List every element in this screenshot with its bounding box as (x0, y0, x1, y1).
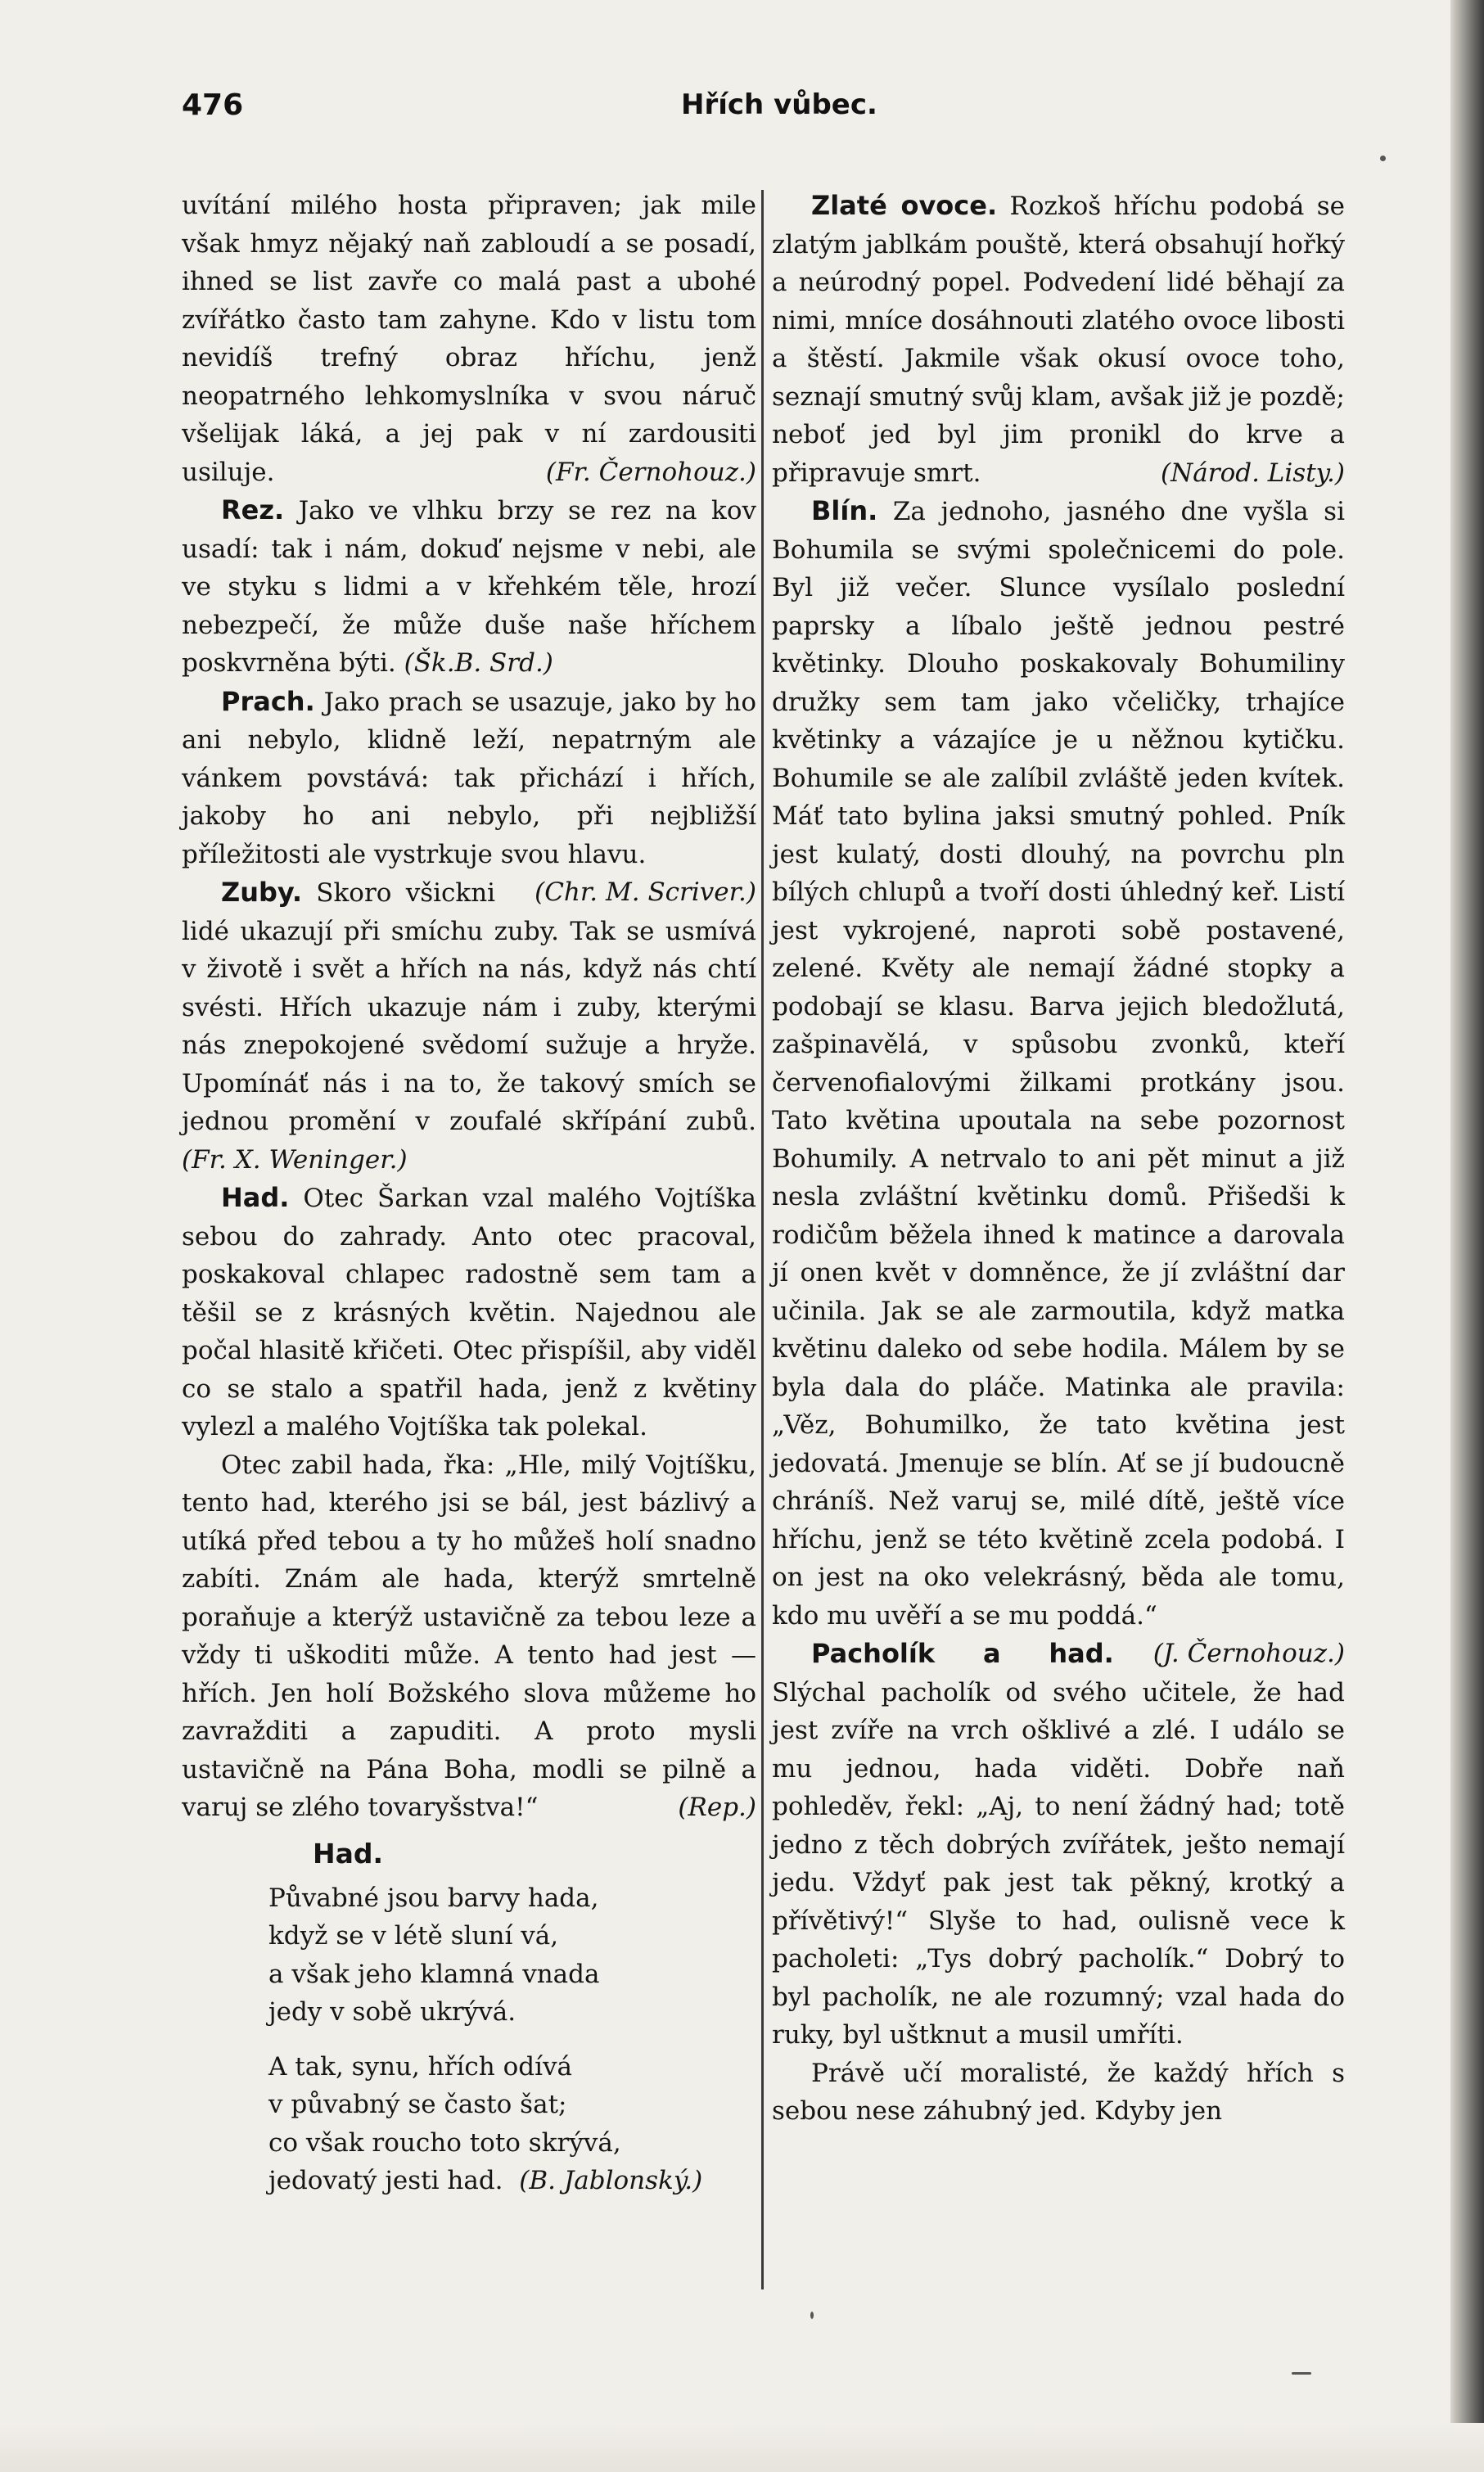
column-divider (761, 190, 764, 2289)
poem-stanza-2 (268, 2048, 756, 2200)
left-column (182, 187, 756, 2217)
poem-stanza-1 (268, 1879, 756, 2032)
citation: (Fr. X. Weninger.) (182, 1144, 408, 1175)
poem-line: jedy v sobě ukrývá. (268, 1997, 516, 2027)
entry-text: Rozkoš hříchu podobá se zlatým jablkám pouště, která obsahují hořký a neúrodný popel. Podvedení lidé běhají za nimi, mníce dosáhnouti zlatého ovoce libosti a štěstí. Jakmile však okusí ovoce toho, seznají smutný svůj klam, avšak již je pozdě; neboť jed byl jim pronikl do krve a připravuje smrt. (772, 192, 1345, 488)
entry-keyword: Had. (221, 1182, 290, 1213)
paragraph-text: Právě učí moralisté, že každý hřích s sebou nese záhubný jed. Kdyby jen (772, 2058, 1345, 2126)
scan-bottom-edge (0, 2423, 1484, 2472)
page-header (182, 88, 1410, 138)
entry-keyword: Zuby. (221, 877, 302, 908)
entry-text: Za jednoho, jasného dne vyšla si Bohumila se svými společnicemi do pole. Byl již večer. Slunce vysílalo poslední paprsky a líbalo ještě jednou pestré květinky. Dlouho poskakovaly Bohumiliny družky sem tam jako včeličky, trhajíce květinky a vázajíce je u něžnou kytičku. Bohumile se ale zalíbil zvláště jeden kvítek. Máť tato bylina jaksi smutný pohled. Pník jest kulatý, dosti dlouhý, na povrchu pln bílých chlupů a tvoří dosti úhledný keř. Listí jest vykrojené, naproti sobě postavené, zelené. Květy ale nemají žádné stopky a podobají se klasu. Barva jejich bledožlutá, zašpinavělá, v spůsobu zvonků, kteří červenofialovými žilkami protkány jsou. Tato květina upoutala na sebe pozornost Bohumily. A netrvalo to ani pět minut a již nesla zvláštní květinku domů. Přišedši k rodičům běžela ihned k matince a darovala jí onen květ v domněnce, že jí zvláštní dar učinila. Jak se ale zarmoutila, když matka květinu daleko od sebe hodila. Málem by se byla dala do pláče. Matinka ale pravila: „Věz, Bohumilko, že tato květina jest jedovatá. Jmenuje se blín. Ať se jí budoucně chráníš. Než varuj se, milé dítě, ještě více hříchu, jenž se této květině zcela podobá. I on jest na oko velekrásný, běda ale tomu, kdo mu uvěří a se mu poddá.“ (772, 497, 1345, 1631)
poem-line: co však roucho toto skrývá, (268, 2127, 621, 2158)
ink-speck (1292, 2372, 1311, 2375)
page-number: 476 (182, 88, 244, 122)
entry-text: Otec Šarkan vzal malého Vojtíška sebou do zahrady. Anto otec pracoval, poskakoval chlapec radostně sem tam a těšil se z krásných květin. Najednou ale počal hlasitě křičeti. Otec přispíšil, aby viděl co se stalo a spatřil hada, jenž z květiny vylezl a malého Vojtíška tak polekal. (182, 1184, 756, 1441)
entry-text: Skoro všickni lidé ukazují při smíchu zuby. Tak se usmívá v životě i svět a hřích na nás, když nás chtí svésti. Hřích ukazuje nám i zuby, kterými nás znepokojené svědomí sužuje a hryže. Upomínáť nás i na to, že takový smích se jednou promění v zoufalé skřípání zubů. (182, 878, 756, 1136)
poem-line: a však jeho klamná vnada (268, 1959, 600, 1989)
entry-keyword: Pacholík a had. (811, 1638, 1114, 1669)
paragraph-moralists (772, 2055, 1345, 2131)
poem-line: A tak, synu, hřích odívá (268, 2051, 573, 2082)
poem-line: Půvabné jsou barvy hada, (268, 1883, 599, 1913)
entry-keyword: Blín. (811, 495, 878, 526)
poem-line-text: jedovatý jesti had. (268, 2166, 503, 2195)
entry-keyword: Zlaté ovoce. (811, 190, 998, 221)
entry-text: Slýchal pacholík od svého učitele, že had jest zvíře na vrch ošklivé a zlé. I událo se mu jednou, hada viděti. Dobře naň pohleděv, řekl: „Aj, to není žádný had; totě jedno z těch dobrých zvířátek, ješto nemají jedu. Vždyť pak jest tak pěkný, krotký a přívětivý!“ Slyše to had, oulisně vece k pacholeti: „Tys dobrý pacholík.“ Dobrý to byl pacholík, ne ale rozumný; vzal hada do ruky, byl uštknut a musil umříti. (772, 1677, 1345, 2050)
entry-keyword: Rez. (221, 494, 285, 526)
paragraph-rosnatka-end (182, 187, 756, 491)
citation: (Rep.) (678, 1793, 756, 1822)
poem-title: Had. (313, 1837, 384, 1870)
poem-line-last (268, 2162, 756, 2200)
right-column (772, 187, 1345, 2131)
entry-had (182, 1179, 756, 1446)
entry-text: Otec zabil hada, řka: „Hle, milý Vojtíšku, tento had, kterého jsi se bál, jest bázlivý a utíká před tebou a ty ho můžeš holí snadno zabíti. Znám ale hada, kterýž smrtelně poraňuje a kterýž ustavičně za tebou leze a vždy ti uškoditi může. A tento had jest — hřích. Jen holí Božského slova můžeme ho zavražditi a zapuditi. A proto mysli ustavičně na Pána Boha, modli se pilně a varuj se zlého tovaryšstva!“ (182, 1450, 756, 1822)
entry-zuby (182, 873, 756, 1179)
citation: (Šk.B. Srd.) (404, 648, 553, 678)
paragraph-text: uvítání milého hosta připraven; jak mile však hmyz nějaký naň zabloudí a se posadí, ihned se list zavře co malá past a ubohé zvířátko často tam zahyne. Kdo v listu tom nevidíš trefný obraz hříchu, jenž neopatrného lehkomyslníka v svou náruč všelijak láká, a jej pak v ní zardousiti usiluje. (182, 191, 756, 487)
entry-text: Jako ve vlhku brzy se rez na kov usadí: tak i nám, dokuď nejsme v nebi, ale ve styku s lidmi a v křehkém těle, hrozí nebezpečí, že může duše naše hříchem poskvrněna býti. (182, 496, 756, 678)
citation: (B. Jablonský.) (519, 2166, 703, 2195)
entry-zlate-ovoce (772, 187, 1345, 492)
entry-had-continued (182, 1446, 756, 1827)
ink-speck (810, 2312, 814, 2319)
citation: (Národ. Listy.) (1161, 458, 1345, 488)
entry-rez (182, 491, 756, 683)
scan-edge-shadow (1450, 0, 1484, 2472)
poem-line: když se v létě sluní vá, (268, 1921, 559, 1951)
entry-keyword: Prach. (221, 685, 315, 717)
poem-line: v půvabný se často šat; (268, 2090, 567, 2119)
ink-speck (1380, 156, 1386, 161)
citation: (Chr. M. Scriver.) (535, 877, 756, 907)
entry-pacholik-a-had (772, 1635, 1345, 2055)
citation: (Fr. Černohouz.) (545, 457, 756, 487)
running-title: Hřích vůbec. (681, 88, 877, 121)
entry-text: Jako prach se usazuje, jako by ho ani nebylo, klidně leží, nepatrným ale vánkem povstává: tak přichází i hřích, jakoby ho ani nebylo, při nejbližší příležitosti ale vystrkuje svou hlavu. (182, 687, 757, 869)
citation: (J. Černohouz.) (1152, 1639, 1345, 1668)
